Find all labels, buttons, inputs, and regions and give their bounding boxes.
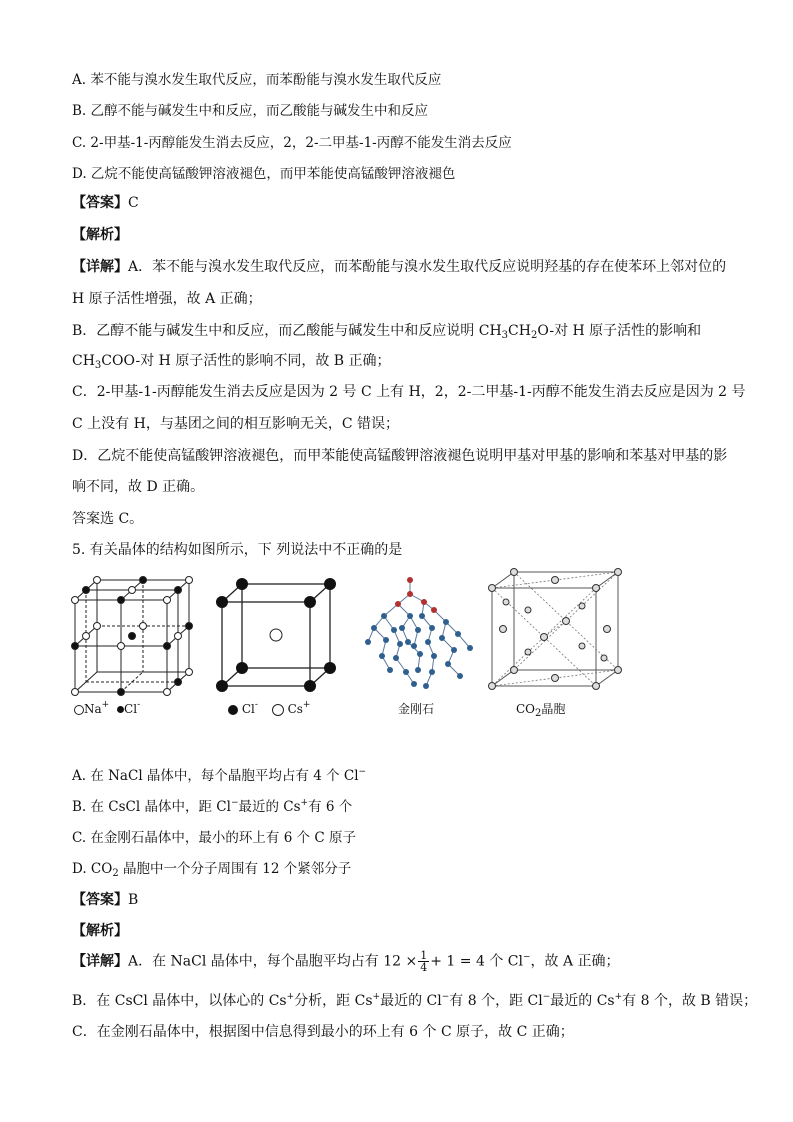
text: 有 8 个，距 Cl	[449, 993, 543, 1009]
text: O-对 H 原子活性的影响和	[537, 323, 702, 339]
subscript: 3	[94, 360, 102, 371]
q5-option-d	[72, 857, 351, 879]
q5-option-c: C. 在金刚石晶体中，最小的环上有 6 个 C 原子	[72, 830, 357, 846]
superscript: +	[286, 992, 295, 1002]
denominator: 4	[420, 961, 428, 974]
q4-option-d: D. 乙烷不能使高锰酸钾溶液褪色，而甲苯能使高锰酸钾溶液褪色	[72, 166, 456, 182]
text: B．在 CsCl 晶体中，以体心的 Cs	[72, 993, 287, 1009]
superscript: +	[372, 992, 381, 1002]
cscl-crystal-figure	[212, 578, 342, 696]
superscript: −	[358, 767, 367, 777]
cscl-legend	[228, 700, 310, 716]
diamond-caption: 金刚石	[398, 702, 435, 716]
text: 最近的 Cl	[380, 993, 442, 1009]
detail-text: A．苯不能与溴水发生取代反应，而苯酚能与溴水发生取代反应说明羟基的存在使苯环上邻对位的	[128, 259, 727, 275]
co2-unit-cell-figure	[486, 566, 626, 694]
numerator: 1	[420, 949, 428, 962]
q5-option-b	[72, 795, 352, 815]
q4-detail-b-line1	[72, 320, 701, 341]
superscript: −	[230, 798, 239, 808]
q5-detail-b	[72, 990, 757, 1010]
q5-analysis-tag: 【解析】	[72, 923, 128, 939]
text: B．乙醇不能与碱发生中和反应，而乙酸能与碱发生中和反应说明 CH	[72, 323, 502, 339]
q5-detail-a	[72, 950, 620, 973]
text: CH	[72, 353, 95, 369]
text: A．在 NaCl 晶体中，每个晶胞平均占有 12 ×	[128, 953, 418, 970]
q4-detail-b-line2	[72, 350, 391, 371]
superscript: +	[614, 992, 623, 1002]
q4-analysis-tag: 【解析】	[72, 227, 128, 243]
answer-value: C	[128, 195, 139, 211]
answer-value: B	[128, 892, 139, 908]
text: ，故 A 正确；	[530, 953, 620, 970]
q5-answer	[72, 889, 138, 909]
answer-tag: 【答案】	[72, 892, 128, 908]
text: 有 8 个，故 B 错误；	[622, 993, 758, 1009]
text: 分析，距 Cs	[294, 993, 373, 1009]
superscript: +	[101, 700, 110, 710]
q4-option-b: B. 乙醇不能与碱发生中和反应，而乙酸能与碱发生中和反应	[72, 103, 429, 119]
subscript: 2	[535, 708, 542, 719]
text: D. CO	[72, 861, 113, 877]
superscript: +	[302, 700, 311, 710]
text: 晶胞中一个分子周围有 12 个紧邻分子	[118, 861, 352, 877]
filled-circle-icon	[117, 706, 124, 713]
subscript: 2	[112, 868, 119, 879]
text: 有 6 个	[308, 799, 353, 815]
nacl-crystal-figure	[70, 575, 200, 697]
q4-detail-d-line2: 响不同，故 D 正确。	[72, 479, 205, 495]
superscript: −	[542, 992, 551, 1002]
q4-detail-c-line2: C 上没有 H，与基团之间的相互影响无关，C 错误；	[72, 416, 399, 432]
q4-conclusion: 答案选 C。	[72, 511, 144, 527]
q4-option-c: C. 2-甲基-1-丙醇能发生消去反应，2，2-二甲基-1-丙醇不能发生消去反应	[72, 135, 512, 151]
text: COO-对 H 原子活性的影响不同，故 B 正确；	[101, 353, 391, 369]
nacl-legend	[74, 700, 140, 716]
diamond-structure-figure	[362, 572, 477, 697]
text: CO	[516, 702, 536, 716]
text: 晶胞	[541, 702, 566, 716]
fraction	[418, 950, 429, 973]
text: B. 在 CsCl 晶体中，距 Cl	[72, 799, 231, 815]
q5-option-a	[72, 764, 366, 784]
text: A. 在 NaCl 晶体中，每个晶胞平均占有 4 个 Cl	[72, 768, 359, 784]
text: 最近的 Cs	[238, 799, 301, 815]
superscript: −	[441, 992, 450, 1002]
text: 最近的 Cs	[550, 993, 615, 1009]
subscript: 2	[530, 330, 538, 341]
q4-detail-d-line1: D．乙烷不能使高锰酸钾溶液褪色，而甲苯能使高锰酸钾溶液褪色说明甲基对甲基的影响和苯基对甲基的影	[72, 448, 728, 464]
detail-tag: 【详解】	[72, 953, 128, 970]
legend-cs: Cs	[287, 702, 303, 716]
open-circle-icon	[272, 704, 284, 716]
q4-answer	[72, 192, 139, 212]
q5-stem: 5. 有关晶体的结构如图所示，下 列说法中不正确的是	[72, 542, 403, 558]
detail-tag: 【详解】	[72, 259, 128, 275]
superscript: −	[522, 952, 531, 963]
subscript: 3	[501, 330, 509, 341]
superscript: +	[300, 798, 309, 808]
q5-detail-c: C．在金刚石晶体中，根据图中信息得到最小的环上有 6 个 C 原子，故 C 正确；	[72, 1024, 574, 1040]
legend-cl: Cl	[124, 702, 138, 716]
text: CH	[508, 323, 531, 339]
co2-caption	[516, 700, 565, 719]
open-circle-icon	[74, 705, 84, 715]
q4-detail-c-line1: C．2-甲基-1-丙醇能发生消去反应是因为 2 号 C 上有 H，2，2-二甲基-1-丙醇不能发生消去反应是因为 2 号	[72, 384, 746, 400]
legend-na: Na	[84, 702, 102, 716]
filled-circle-icon	[228, 705, 238, 715]
q4-detail-a-line1	[72, 256, 726, 276]
text: + 1 = 4 个 Cl	[430, 953, 523, 970]
q4-option-a: A. 苯不能与溴水发生取代反应，而苯酚能与溴水发生取代反应	[72, 72, 442, 88]
q4-detail-a-line2: H 原子活性增强，故 A 正确；	[72, 291, 262, 307]
answer-tag: 【答案】	[72, 195, 128, 211]
superscript: -	[137, 700, 141, 710]
legend-cl: Cl	[241, 702, 255, 716]
superscript: -	[254, 700, 258, 710]
